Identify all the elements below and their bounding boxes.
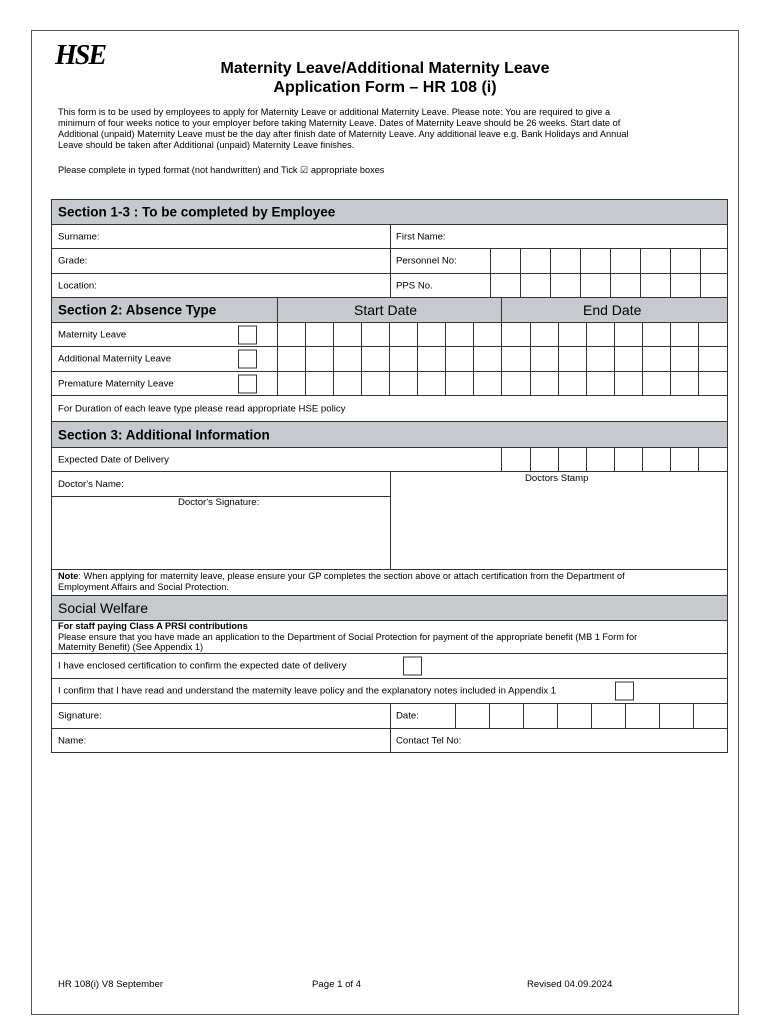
expected-date-row — [52, 448, 727, 472]
doctor-block — [52, 472, 727, 570]
contact-label: Contact Tel No: — [396, 735, 462, 747]
additional-maternity-leave-label: Additional Maternity Leave — [58, 353, 172, 365]
hse-logo: HSE — [55, 40, 106, 71]
intro-line1: This form is to be used by employees to apply for Maternity Leave or additional Maternity Leave. Please note: You are required to give a — [58, 107, 611, 117]
gp-note-line2: Employment Affairs and Social Protection. — [58, 582, 229, 592]
form-title-line2: Application Form – HR 108 (i) — [273, 79, 497, 96]
intro-line4: Leave should be taken after Additional (unpaid) Maternity Leave finishes. — [58, 140, 355, 150]
enclosed-row — [52, 654, 727, 679]
signature-label: Signature: — [58, 710, 102, 722]
surname-row — [52, 225, 727, 249]
social-welfare-heading: Social Welfare — [58, 600, 149, 616]
premature-maternity-leave-row — [52, 372, 727, 396]
section3-header — [52, 422, 727, 448]
section3-heading: Section 3: Additional Information — [58, 427, 270, 442]
doctors-name-label: Doctor's Name: — [58, 479, 124, 490]
section2-header — [52, 298, 727, 323]
expected-date-label: Expected Date of Delivery — [58, 454, 169, 465]
premature-maternity-leave-checkbox[interactable] — [238, 374, 257, 393]
section1-header — [52, 200, 727, 225]
location-row — [52, 274, 727, 298]
form-title-line1: Maternity Leave/Additional Maternity Leave — [220, 60, 550, 77]
doctors-stamp-label: Doctors Stamp — [525, 473, 589, 484]
name-label: Name: — [58, 735, 87, 747]
employee-sections-table — [51, 199, 728, 596]
section2-heading: Section 2: Absence Type — [58, 302, 217, 318]
start-date-heading: Start Date — [354, 302, 418, 318]
prsi-text-line2: Maternity Benefit) (See Appendix 1) — [58, 642, 204, 652]
social-welfare-table — [51, 595, 728, 753]
duration-note: For Duration of each leave type please read appropriate HSE policy — [58, 403, 346, 414]
maternity-leave-checkbox[interactable] — [238, 325, 257, 344]
end-date-heading: End Date — [583, 302, 642, 318]
signature-row — [52, 704, 727, 729]
name-row — [52, 729, 727, 753]
maternity-leave-row — [52, 323, 727, 347]
confirm-label: I confirm that I have read and understand the maternity leave policy and the explanatory notes included in Appendix 1 — [58, 685, 557, 697]
maternity-leave-label: Maternity Leave — [58, 329, 127, 340]
section1-heading: Section 1-3 : To be completed by Employee — [58, 204, 336, 220]
grade-label: Grade: — [58, 255, 88, 267]
location-label: Location: — [58, 280, 97, 291]
footer-page: Page 1 of 4 — [312, 979, 362, 990]
enclosed-label: I have enclosed certification to confirm the expected date of delivery — [58, 660, 347, 672]
personnel-no-label: Personnel No: — [396, 255, 457, 267]
social-welfare-header — [52, 596, 727, 621]
prsi-heading: For staff paying Class A PRSI contributions — [58, 621, 248, 631]
date-label: Date: — [396, 710, 419, 722]
footer-revised: Revised 04.09.2024 — [527, 979, 613, 990]
enclosed-checkbox[interactable] — [403, 657, 422, 676]
pps-no-label: PPS No. — [396, 280, 433, 291]
first-name-label: First Name: — [396, 231, 446, 242]
surname-label: Surname: — [58, 231, 100, 242]
duration-note-row — [52, 396, 727, 422]
doctors-signature-label: Doctor's Signature: — [178, 497, 260, 508]
additional-maternity-leave-checkbox[interactable] — [238, 350, 257, 369]
grade-row — [52, 249, 727, 274]
prsi-info-row — [52, 621, 727, 654]
confirm-row — [52, 679, 727, 704]
instruction-text: Please complete in typed format (not handwritten) and Tick ☑ appropriate boxes — [58, 165, 385, 175]
footer-version: HR 108(i) V8 September — [58, 979, 164, 990]
intro-line2: minimum of four weeks notice to your employer before taking Maternity Leave. Dates of Maternity Leave should be 26 weeks. Start date of — [58, 118, 621, 128]
prsi-text-line1: Please ensure that you have made an application to the Department of Social Protection for payment of the appropriate benefit (MB 1 Form for — [58, 631, 638, 642]
additional-maternity-leave-row — [52, 347, 727, 372]
gp-note-line1: : When applying for maternity leave, please ensure your GP completes the section above or attach certification from the Department of — [78, 571, 625, 581]
gp-note — [58, 571, 718, 593]
premature-maternity-leave-label: Premature Maternity Leave — [58, 378, 174, 389]
confirm-checkbox[interactable] — [615, 682, 634, 701]
gp-note-bold: Note — [58, 571, 79, 581]
intro-line3: Additional (unpaid) Maternity Leave must be the day after finish date of Maternity Leave. Any additional leave e.g. Bank Holidays and Annual — [58, 129, 629, 139]
